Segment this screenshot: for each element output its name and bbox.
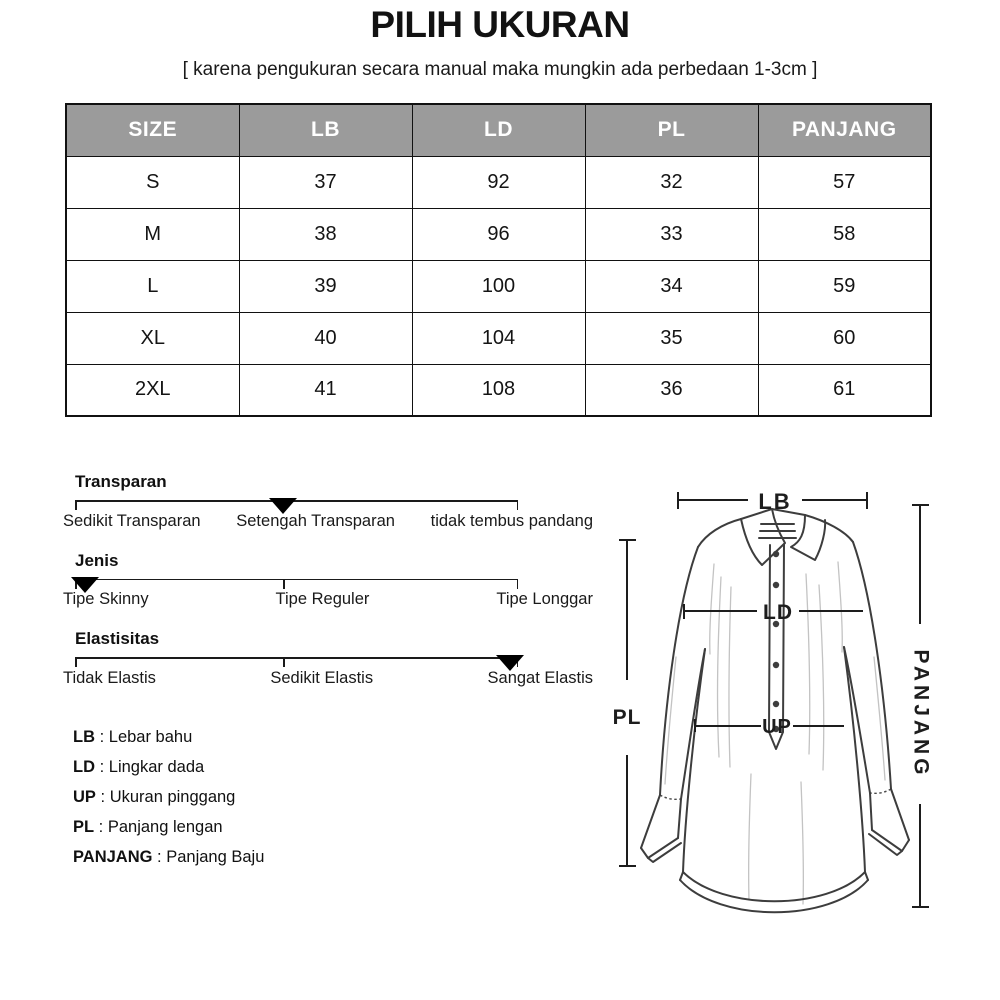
cell-lb: 37 <box>239 156 412 208</box>
legend-abbr: UP <box>73 788 96 806</box>
cell-pl: 32 <box>585 156 758 208</box>
cell-ld: 96 <box>412 208 585 260</box>
scale-option: Tidak Elastis <box>63 668 156 687</box>
table-row-xl <box>66 312 931 364</box>
triangle-marker-icon <box>496 655 524 671</box>
shirt-diagram-svg <box>600 452 990 972</box>
triangle-marker-icon <box>269 498 297 514</box>
scale-tick <box>517 579 519 589</box>
legend-separator: : <box>152 848 167 866</box>
cell-size: L <box>66 260 239 312</box>
legend-separator: : <box>95 788 110 806</box>
table-row-s <box>66 156 931 208</box>
col-header-panjang: PANJANG <box>758 104 931 156</box>
cell-size: XL <box>66 312 239 364</box>
diagram-label-pl: PL <box>612 706 642 729</box>
cell-ld: 108 <box>412 364 585 416</box>
scale-track <box>75 500 518 502</box>
legend-desc: Panjang Baju <box>166 848 265 866</box>
scale-tick <box>517 500 519 510</box>
legend-abbr: PANJANG <box>73 848 153 866</box>
measurement-legend <box>73 728 264 878</box>
scale-title: Transparan <box>75 472 167 491</box>
legend-item-lb <box>73 728 264 747</box>
legend-desc: Lingkar dada <box>108 758 205 776</box>
legend-item-ld <box>73 758 264 777</box>
cell-pl: 35 <box>585 312 758 364</box>
col-header-ld: LD <box>412 104 585 156</box>
scale-option: Tipe Skinny <box>63 590 149 608</box>
legend-item-panjang <box>73 848 264 867</box>
scale-option: Setengah Transparan <box>236 511 395 530</box>
cell-panjang: 59 <box>758 260 931 312</box>
scale-labels <box>63 512 593 531</box>
diagram-label-up: UP <box>762 716 792 738</box>
col-header-lb: LB <box>239 104 412 156</box>
scale-tick <box>283 579 285 589</box>
table-row-l <box>66 260 931 312</box>
scale-option: Tipe Reguler <box>275 590 370 608</box>
scale-transparan <box>63 472 593 531</box>
table-row-2xl <box>66 364 931 416</box>
col-header-pl: PL <box>585 104 758 156</box>
buttons <box>773 551 779 732</box>
cell-lb: 41 <box>239 364 412 416</box>
scale-track <box>75 579 518 581</box>
scale-title: Elastisitas <box>75 629 160 648</box>
scale-option: Tipe Longgar <box>496 590 593 608</box>
triangle-marker-icon <box>71 577 99 593</box>
legend-abbr: PL <box>73 818 95 836</box>
cell-panjang: 60 <box>758 312 931 364</box>
diagram-label-panjang: PANJANG <box>909 649 933 779</box>
cell-pl: 33 <box>585 208 758 260</box>
legend-desc: Ukuran pinggang <box>109 788 236 806</box>
legend-abbr: LB <box>73 728 95 746</box>
scale-tick <box>283 657 285 667</box>
measurement-annotations <box>613 489 933 907</box>
cell-lb: 38 <box>239 208 412 260</box>
cell-panjang: 57 <box>758 156 931 208</box>
cell-panjang: 61 <box>758 364 931 416</box>
legend-item-up <box>73 788 264 807</box>
scale-option: Sangat Elastis <box>487 668 593 687</box>
cell-pl: 36 <box>585 364 758 416</box>
cell-ld: 104 <box>412 312 585 364</box>
legend-abbr: LD <box>73 758 95 776</box>
scale-option: tidak tembus pandang <box>430 511 593 530</box>
legend-desc: Lebar bahu <box>108 728 193 746</box>
shirt-measurement-diagram <box>600 452 990 972</box>
scale-option: Sedikit Transparan <box>63 511 201 530</box>
cell-size: M <box>66 208 239 260</box>
legend-separator: : <box>95 728 109 746</box>
cell-ld: 100 <box>412 260 585 312</box>
legend-separator: : <box>95 758 109 776</box>
attribute-scales <box>63 472 593 708</box>
scale-jenis <box>63 551 593 610</box>
cell-size: 2XL <box>66 364 239 416</box>
diagram-label-ld: LD <box>763 601 793 624</box>
cell-lb: 39 <box>239 260 412 312</box>
scale-tick <box>75 657 77 667</box>
page-title: PILIH UKURAN <box>370 4 630 45</box>
page-subtitle: [ karena pengukuran secara manual maka mungkin ada perbedaan 1-3cm ] <box>182 59 818 80</box>
legend-item-pl <box>73 818 264 837</box>
shirt-illustration <box>641 509 909 912</box>
legend-desc: Panjang lengan <box>107 818 223 836</box>
scale-title: Jenis <box>75 550 119 570</box>
scale-labels <box>63 590 593 609</box>
cell-size: S <box>66 156 239 208</box>
cell-ld: 92 <box>412 156 585 208</box>
size-table <box>65 103 932 417</box>
size-table-header-row <box>66 104 931 156</box>
cell-lb: 40 <box>239 312 412 364</box>
cell-panjang: 58 <box>758 208 931 260</box>
scale-track <box>75 657 518 659</box>
scale-labels <box>63 669 593 688</box>
diagram-label-lb: LB <box>758 489 792 514</box>
scale-tick <box>75 500 77 510</box>
col-header-size: SIZE <box>66 104 239 156</box>
scale-option: Sedikit Elastis <box>270 668 374 687</box>
scale-elastisitas <box>63 629 593 688</box>
legend-separator: : <box>94 818 108 836</box>
cell-pl: 34 <box>585 260 758 312</box>
table-row-m <box>66 208 931 260</box>
